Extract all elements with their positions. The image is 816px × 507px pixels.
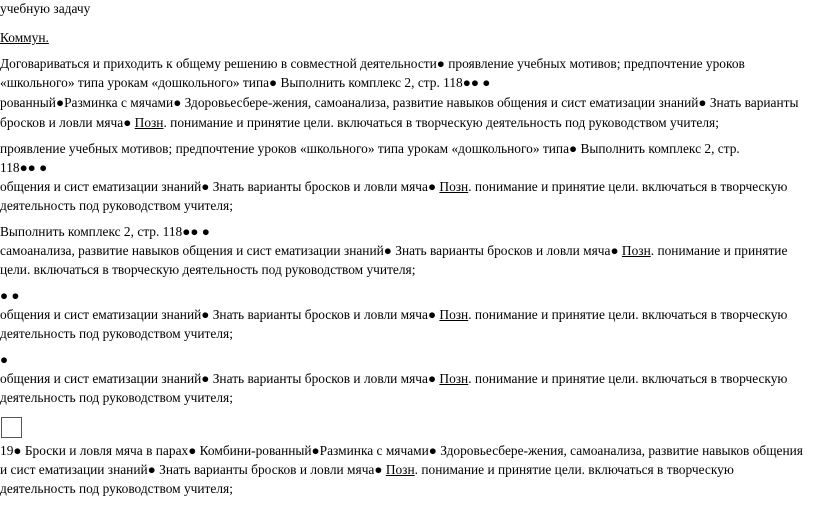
text-line: «школьного» типа урокам «дошкольного» типа● Выполнить комплекс 2, стр. 118●● ● <box>0 75 491 90</box>
cognitive-abbrev: Позн <box>439 307 469 322</box>
text-line: деятельность под руководством учителя; <box>0 481 233 496</box>
text-line: общения и сист ематизации знаний● Знать варианты бросков и ловли мяча● Позн. понимание и принятие цели. включаться в творческую <box>0 179 788 194</box>
cognitive-abbrev: Позн <box>439 179 469 194</box>
text-line: цели. включаться в творческую деятельность под руководством учителя; <box>0 262 416 277</box>
bullet-line: ● <box>0 352 9 367</box>
text-line: деятельность под руководством учителя; <box>0 390 233 405</box>
text-line: рованный●Разминка с мячами● Здоровьесбере-жения, самоанализа, развитие навыков общения и сист ематизации знаний● Знать варианты <box>0 95 799 110</box>
text-line: 19● Броски и ловля мяча в парах● Комбини-рованный●Разминка с мячами● Здоровьесбере-жения, самоанализа, развитие навыков общения <box>0 443 803 458</box>
text-line: 118●● ● <box>0 160 48 175</box>
text-line: и сист ематизации знаний● Знать варианты бросков и ловли мяча● Позн. понимание и принятие цели. включаться в творческую <box>0 462 734 477</box>
text-line: общения и сист ематизации знаний● Знать варианты бросков и ловли мяча● Позн. понимание и принятие цели. включаться в творческую <box>0 371 788 386</box>
text-line: деятельность под руководством учителя; <box>0 326 233 341</box>
empty-checkbox[interactable] <box>1 417 22 438</box>
text-line: учебную задачу <box>0 1 91 16</box>
cognitive-abbrev: Позн <box>385 462 415 477</box>
text-line: проявление учебных мотивов; предпочтение уроков «школьного» типа урокам «дошкольного» типа● Выполнить комплекс 2, стр. <box>0 141 740 156</box>
text-line: деятельность под руководством учителя; <box>0 198 233 213</box>
text-line: бросков и ловли мяча● Позн. понимание и принятие цели. включаться в творческую деятельность под руководством учителя; <box>0 115 719 130</box>
cognitive-abbrev: Позн <box>621 243 651 258</box>
cognitive-abbrev: Позн <box>134 115 164 130</box>
text-line: Договариваться и приходить к общему решению в совместной деятельности● проявление учебных мотивов; предпочтение уроков <box>0 56 745 71</box>
bullet-line: ● ● <box>0 288 20 303</box>
text-line: общения и сист ематизации знаний● Знать варианты бросков и ловли мяча● Позн. понимание и принятие цели. включаться в творческую <box>0 307 788 322</box>
text-line: самоанализа, развитие навыков общения и сист ематизации знаний● Знать варианты бросков и ловли мяча● Позн. понимание и принятие <box>0 243 788 258</box>
section-heading-communication: Коммун. <box>0 30 49 45</box>
cognitive-abbrev: Позн <box>439 371 469 386</box>
text-line: Выполнить комплекс 2, стр. 118●● ● <box>0 224 210 239</box>
